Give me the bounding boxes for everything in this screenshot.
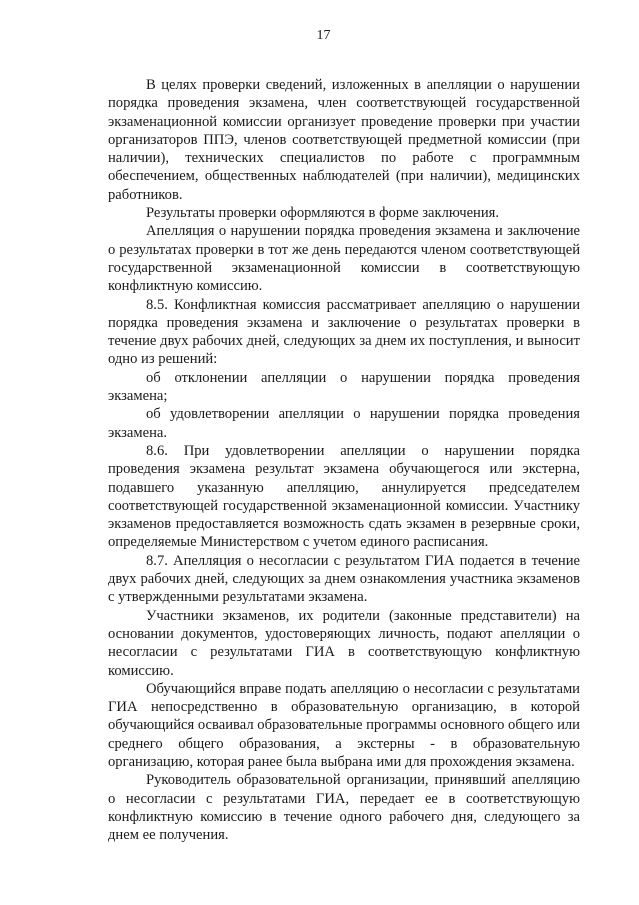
paragraph-decision-reject: об отклонении апелляции о нарушении порядка проведения экзамена; <box>108 369 580 405</box>
paragraph-head-of-organization: Руководитель образовательной организации, принявший апелляцию о несогласии с результатами ГИА, передает ее в соответствующую конфликтную комиссию в течение одного рабочего дня, следующего за днем ее получения. <box>108 772 580 844</box>
document-body <box>108 76 580 844</box>
paragraph-8-7: 8.7. Апелляция о несогласии с результатом ГИА подается в течение двух рабочих дней, следующих за днем ознакомления участника экзаменов с утвержденными результатами экзамена. <box>108 552 580 606</box>
paragraph-appeal-transfer: Апелляция о нарушении порядка проведения экзамена и заключение о результатах проверки в тот же день передаются членом соответствующей государственной экзаменационной комиссии в соответствующую конфликтную комиссию. <box>108 223 580 295</box>
paragraph-verification-results: Результаты проверки оформляются в форме заключения. <box>146 205 500 222</box>
paragraph-8-5: 8.5. Конфликтная комиссия рассматривает апелляцию о нарушении порядка проведения экзамена и заключение о результатах проверки в течение двух рабочих дней, следующих за днем их поступления, и выносит одно из решений: <box>108 296 580 368</box>
page-number <box>0 28 639 44</box>
paragraph-participants-submit: Участники экзаменов, их родители (законные представители) на основании документов, удостоверяющих личность, подают апелляции о несогласии с результатами ГИА в соответствующую конфликтную комиссию. <box>108 607 580 679</box>
paragraph-verification-of-appeal: В целях проверки сведений, изложенных в апелляции о нарушении порядка проведения экзамена, член соответствующей государственной экзаменационной комиссии организует проведение проверки при участии организаторов ППЭ, членов соответствующей предметной комиссии (при наличии), технических специалистов по работе с программным обеспечением, общественных наблюдателей (при наличии), медицинских работников. <box>108 77 580 203</box>
paragraph-decision-satisfy: об удовлетворении апелляции о нарушении порядка проведения экзамена. <box>108 406 580 441</box>
paragraph-8-6: 8.6. При удовлетворении апелляции о нарушении порядка проведения экзамена результат экзамена обучающегося или экстерна, подавшего указанную апелляцию, аннулируется председателем соответствующей государственной экзаменационной комиссии. Участнику экзаменов предоставляется возможность сдать экзамен в резервные сроки, определяемые Министерством с учетом единого расписания. <box>108 442 580 551</box>
page-number-text: 17 <box>316 28 331 43</box>
paragraph-student-right: Обучающийся вправе подать апелляцию о несогласии с результатами ГИА непосредственно в образовательную организацию, в которой обучающийся осваивал образовательные программы основного общего или среднего общего образования, а экстерны - в образовательную организацию, которая ранее была выбрана ими для прохождения экзамена. <box>108 680 580 770</box>
